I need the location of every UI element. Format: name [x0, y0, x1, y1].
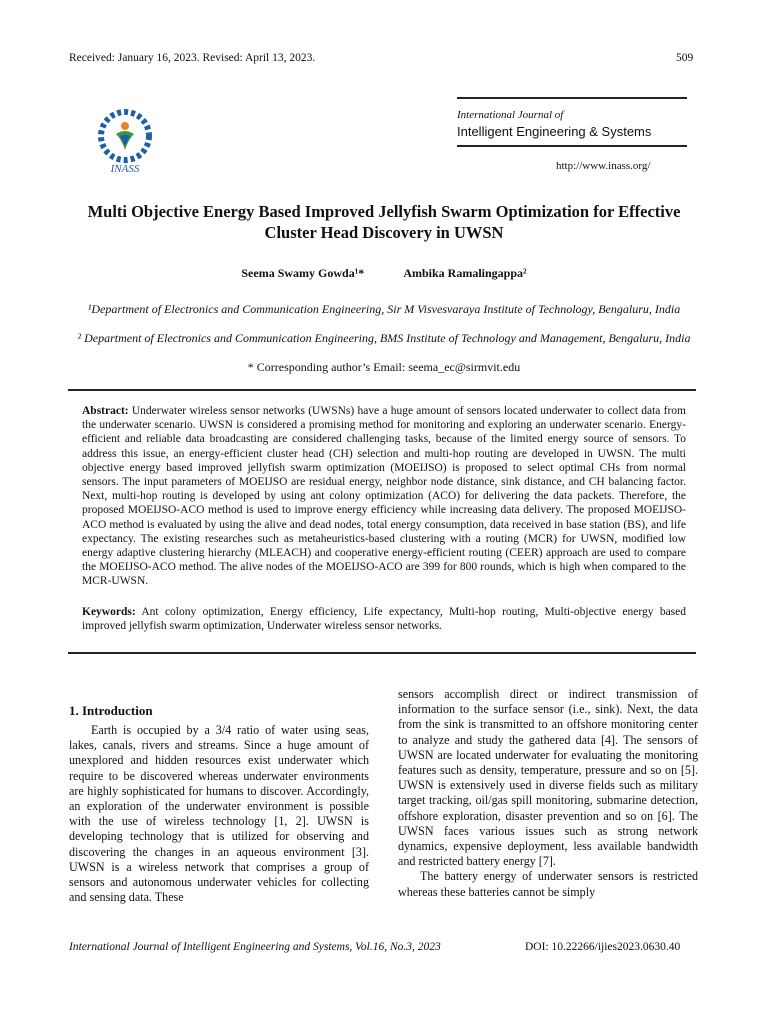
received-dates: Received: January 16, 2023. Revised: April 13, 2023. [69, 52, 316, 64]
author-2: Ambika Ramalingappa² [403, 266, 527, 280]
page-number: 509 [676, 52, 694, 64]
inass-logo [92, 106, 158, 176]
right-column [398, 687, 698, 900]
journal-bottom-rule [457, 145, 687, 147]
journal-name-line1: International Journal of [457, 109, 564, 121]
abstract-text: Underwater wireless sensor networks (UWSNs) have a huge amount of sensors located underwater to collect data from the underwater scenario. UWSN is considered a promising method for monitoring and exploring an underwater scenario. Energy-efficient and reliable data broadcasting are considered challenging tasks, because of the limited energy source of sensors. To address this issue, an energy-efficient cluster head (CH) selection and multi-hop routing are developed in UWSN. The multi objective energy based improved jellyfish swarm optimization (MOEIJSO) is proposed to select optimal CHs from normal sensors. The input parameters of MOEIJSO are residual energy, neighbor node distance, sink distance, and CH balancing factor. Next, multi-hop routing is developed by using ant colony optimization (ACO) for delivering the data packets. Therefore, the proposed MOEIJSO-ACO method is used to improve energy efficiency while increasing data delivery. The proposed MOEIJSO-ACO method is evaluated by using the alive and dead nodes, total energy consumption, data received in base station (BS), and life expectancy. The existing researches such as metaheuristics-based clustering with a routing (MCR) for UWSN, modified low energy adaptive clustering hierarchy (MLEACH) and cooperative energy-efficient routing (CEER) approach are used to compare the MOEIJSO-ACO method. The alive nodes of the MOEIJSO-ACO are 399 for 800 rounds, which is high when compared to the MCR-UWSN. [82, 405, 686, 588]
author-1: Seema Swamy Gowda¹* [241, 266, 365, 280]
paper-title: Multi Objective Energy Based Improved Jellyfish Swarm Optimization for Effective Cluster Head Discovery in UWSN [87, 202, 681, 242]
logo-text: INASS [110, 163, 140, 175]
footer-doi: DOI: 10.22266/ijies2023.0630.40 [525, 941, 681, 953]
inass-logo-icon [92, 106, 158, 176]
abstract [82, 404, 686, 589]
author-list [0, 266, 768, 281]
journal-url[interactable]: http://www.inass.org/ [556, 160, 651, 172]
keywords-bottom-rule [68, 652, 696, 654]
corresponding-author: * Corresponding author’s Email: seema_ec@sirmvit.edu [247, 360, 521, 374]
footer-citation: International Journal of Intelligent Engineering and Systems, Vol.16, No.3, 2023 [69, 941, 441, 953]
journal-name-line2: Intelligent Engineering & Systems [457, 124, 652, 139]
journal-box [457, 97, 687, 147]
journal-top-rule [457, 97, 687, 99]
affiliation-2: ² Department of Electronics and Communication Engineering, BMS Institute of Technology and Management, Bengaluru, India [77, 331, 691, 345]
keywords-label: Keywords: [82, 606, 136, 618]
keywords [82, 605, 686, 633]
abstract-top-rule [68, 389, 696, 391]
section-heading: 1. Introduction [69, 703, 153, 718]
abstract-label: Abstract: [82, 405, 129, 417]
keywords-text: Ant colony optimization, Energy efficiency, Life expectancy, Multi-hop routing, Multi-objective energy based improved jellyfish swarm optimization, Underwater wireless sensor networks. [82, 606, 686, 633]
affiliation-1: ¹Department of Electronics and Communication Engineering, Sir M Visvesvaraya Institute of Technology, Bengaluru, India [87, 302, 681, 316]
intro-paragraph-1: Earth is occupied by a 3/4 ratio of water using seas, lakes, canals, rivers and streams. Since a huge amount of unexplored and hidden resources exist underwater which require to be discovered whereas underwater environments are highly sophisticated for humans to discover. Accordingly, an exploration of the underwater environment is possible with the use of wireless technology [1, 2]. UWSN is developing technology that is utilized for observing and discovering the changes in an aqueous environment [3]. UWSN is a wireless network that comprises a group of sensors and autonomous underwater vehicles for collecting and sensing data. These [69, 723, 369, 905]
left-column [69, 723, 369, 905]
intro-paragraph-2: sensors accomplish direct or indirect transmission of information to the surface sensor (i.e., sink). Next, the data from the sink is transmitted to an offshore monitoring center to analyze and study the gathered data [4]. The sensors of UWSN are located underwater for evaluating the monitoring features such as density, temperature, pressure and so on [5]. UWSN is extensively used in diverse fields such as military target tracking, oil/gas spill monitoring, submarine detection, offshore exploration, disaster prevention and so on [6]. The UWSN faces various issues such as strong network dynamics, expensive deployment, less available bandwidth and restricted battery energy [7]. [398, 687, 698, 869]
intro-paragraph-3: The battery energy of underwater sensors is restricted whereas these batteries cannot be simply [398, 869, 698, 899]
